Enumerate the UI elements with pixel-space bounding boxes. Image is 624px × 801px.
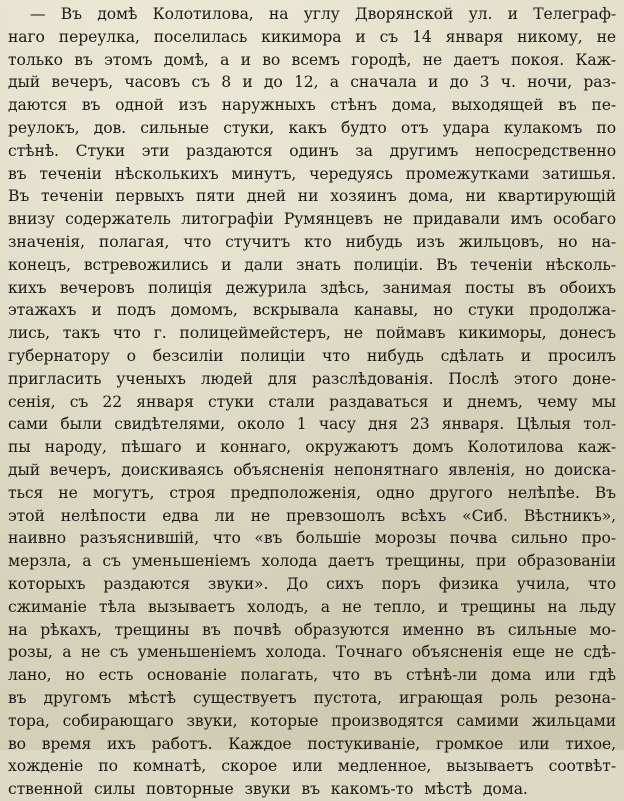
article-line: ственной силы повторные звуки въ какомъ-то мѣстѣ дома. (8, 780, 528, 799)
article-line: только въ этомъ домѣ, а и во всемъ городѣ, не даетъ покоя. Каж- (8, 50, 616, 69)
article-line: конецъ, встревожились и дали знать полиціи. Въ теченіи нѣсколь- (8, 255, 616, 274)
article-line: розы, а не съ уменьшеніемъ холода. Точнаго объясненія еще не сдѣ- (8, 643, 616, 662)
article-line: Въ теченіи первыхъ пяти дней ни хозяинъ дома, ни квартирующій (8, 187, 616, 206)
article-line: кихъ вечеровъ полиція дежурила здѣсь, занимая посты въ обоихъ (8, 278, 616, 297)
article-line: наго переулка, поселилась кикимора и съ 14 января никому, не (8, 27, 616, 46)
article-line: лано, но есть основаніе полагать, что въ стѣнѣ-ли дома или гдѣ (8, 666, 616, 685)
article-line: сенія, съ 22 января стуки стали раздаваться и днемъ, чему мы (8, 392, 616, 411)
article-line: стѣнѣ. Стуки эти раздаются одинъ за другимъ непосредственно (8, 141, 616, 160)
article-line: дый вечеръ, доискиваясь объясненія непонятнаго явленія, но доиска- (8, 460, 616, 479)
article-line: во время ихъ работъ. Каждое постукиваніе, громкое или тихое, (8, 734, 616, 753)
article-line: даются въ одной изъ наружныхъ стѣнъ дома, выходящей въ пе- (8, 96, 616, 115)
article-line: сжиманіе тѣла вызываетъ холодъ, а не тепло, и трещины на льду (8, 597, 616, 616)
article-line: наивно разъяснившій, что «въ большіе морозы почва сильно про- (8, 529, 616, 548)
article-line: — Въ домѣ Колотилова, на углу Дворянской ул. и Телеграф- (30, 5, 616, 23)
article-line: значенія, полагая, что стучитъ кто нибудь изъ жильцовъ, но на- (8, 232, 616, 251)
article-line: пригласить ученыхъ людей для разслѣдованія. Послѣ этого доне- (8, 369, 616, 388)
article-line: которыхъ раздаются звуки». До сихъ поръ физика учила, что (8, 574, 616, 593)
article-line: хожденіе по комнатѣ, скорое или медленное, вызываетъ соотвѣт- (8, 757, 616, 776)
article-line: тора, собирающаго звуки, которые производятся самими жильцами (8, 711, 616, 730)
article-line: въ теченіи нѣсколькихъ минутъ, чередуясь промежутками затишья. (8, 164, 616, 183)
article-line: этой нелѣпости едва ли не превзошолъ всѣхъ «Сиб. Вѣстникъ», (8, 506, 616, 525)
article-line: внизу содержатель литографіи Румянцевъ не придавали имъ особаго (8, 210, 616, 229)
article-line: этажахъ и подъ домомъ, вскрывала канавы, но стуки продолжа- (8, 301, 616, 320)
article-line: въ другомъ мѣстѣ существуетъ пустота, играющая роль резона- (8, 688, 616, 707)
article-line: губернатору о безсиліи полиціи что нибудь сдѣлать и просилъ (8, 346, 616, 365)
article-line: сами были свидѣтелями, около 1 часу дня 23 января. Цѣлыя тол- (8, 415, 616, 434)
article-line: пы народу, пѣшаго и коннаго, окружаютъ домъ Колотилова каж- (8, 438, 616, 457)
article-line: ться не могутъ, строя предположенія, одно другого нелѣпѣе. Въ (8, 483, 616, 502)
article-line: мерзла, а съ уменьшеніемъ холода даетъ трещины, при образованіи (8, 552, 616, 571)
article-line: дый вечеръ, часовъ съ 8 и до 12, а сначала и до 3 ч. ночи, раз- (8, 73, 616, 92)
article-line: на рѣкахъ, трещины въ почвѣ образуются именно въ сильные мо- (8, 620, 616, 639)
article-line: лись, такъ что г. полицеймейстеръ, не поймавъ кикиморы, донесъ (8, 324, 616, 343)
article-line: реулокъ, дов. сильные стуки, какъ будто отъ удара кулакомъ по (8, 118, 616, 137)
